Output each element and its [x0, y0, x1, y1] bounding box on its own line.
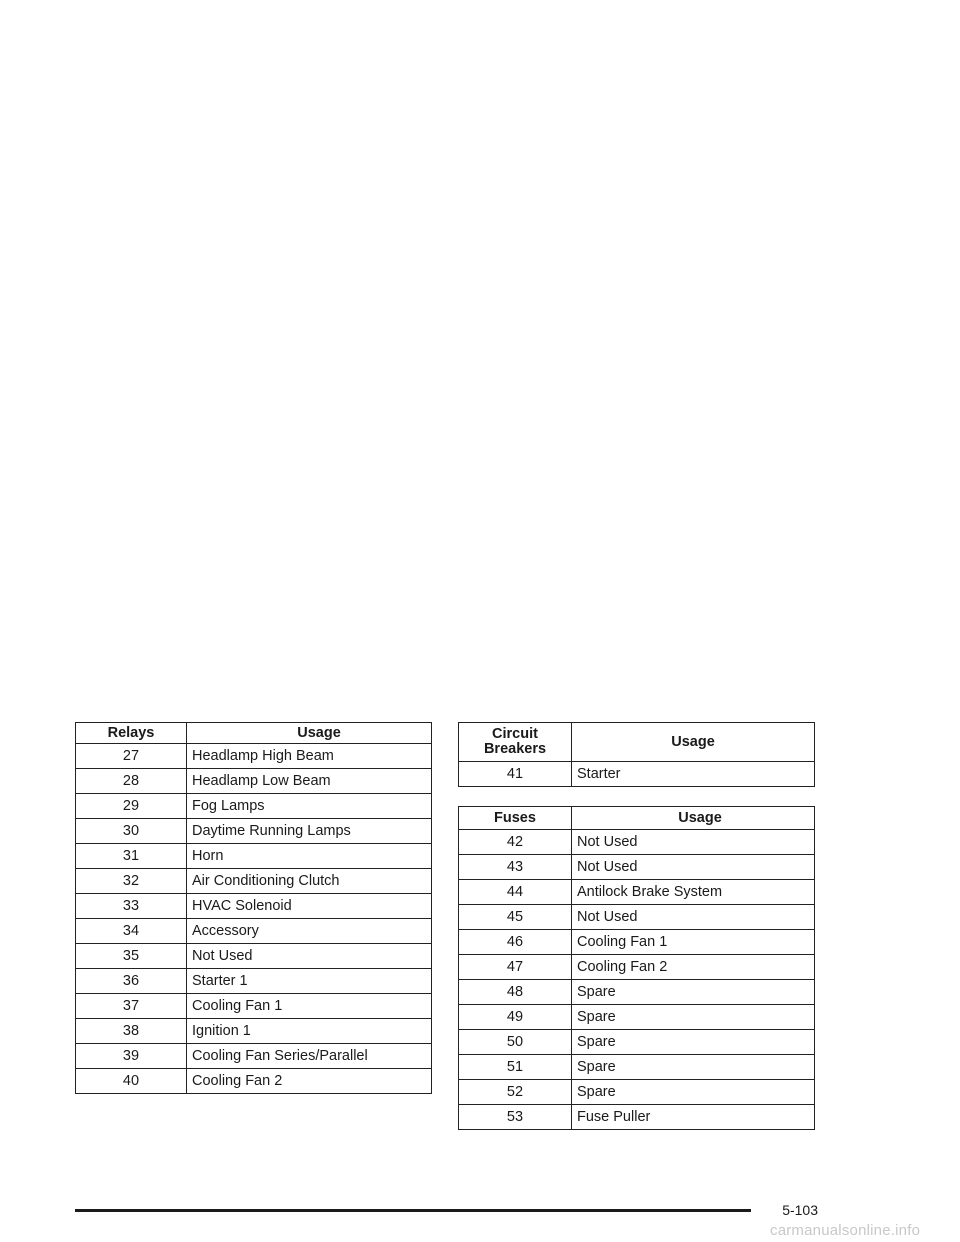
- row-number: 36: [76, 969, 187, 994]
- table-row: [459, 955, 815, 980]
- row-usage: Ignition 1: [187, 1019, 432, 1044]
- row-usage: Not Used: [572, 905, 815, 930]
- row-usage: Not Used: [572, 855, 815, 880]
- row-number: 46: [459, 930, 572, 955]
- table-row: [459, 1005, 815, 1030]
- circuit-breakers-table-body: [459, 762, 815, 787]
- footer-rule: [75, 1209, 751, 1212]
- table-row: [76, 944, 432, 969]
- row-number: 34: [76, 919, 187, 944]
- table-row: [76, 769, 432, 794]
- table-row: [459, 980, 815, 1005]
- row-usage: Spare: [572, 980, 815, 1005]
- row-number: 39: [76, 1044, 187, 1069]
- usage-column-header: Usage: [187, 723, 432, 744]
- table-row: [76, 794, 432, 819]
- row-number: 51: [459, 1055, 572, 1080]
- table-row: [76, 994, 432, 1019]
- row-usage: Horn: [187, 844, 432, 869]
- table-row: [76, 1069, 432, 1094]
- table-row: [76, 744, 432, 769]
- row-number: 28: [76, 769, 187, 794]
- row-usage: Cooling Fan 2: [187, 1069, 432, 1094]
- row-usage: Fog Lamps: [187, 794, 432, 819]
- watermark: carmanualsonline.info: [770, 1222, 921, 1239]
- row-usage: Antilock Brake System: [572, 880, 815, 905]
- table-row: [76, 1019, 432, 1044]
- row-number: 52: [459, 1080, 572, 1105]
- relays-table-body: [76, 744, 432, 1094]
- table-row: [76, 969, 432, 994]
- table-row: [76, 844, 432, 869]
- row-number: 29: [76, 794, 187, 819]
- row-number: 53: [459, 1105, 572, 1130]
- circuit-breakers-column-header: [459, 723, 572, 762]
- table-row: [459, 1080, 815, 1105]
- table-row: [459, 855, 815, 880]
- table-row: [459, 830, 815, 855]
- relays-table: [75, 722, 432, 1094]
- row-number: 35: [76, 944, 187, 969]
- row-usage: Air Conditioning Clutch: [187, 869, 432, 894]
- row-usage: Headlamp High Beam: [187, 744, 432, 769]
- row-number: 42: [459, 830, 572, 855]
- row-usage: Accessory: [187, 919, 432, 944]
- fuses-table: [458, 806, 815, 1130]
- table-row: [76, 919, 432, 944]
- row-number: 40: [76, 1069, 187, 1094]
- header-line: Circuit: [492, 726, 538, 742]
- row-number: 31: [76, 844, 187, 869]
- usage-column-header: Usage: [572, 723, 815, 762]
- row-usage: Cooling Fan 1: [572, 930, 815, 955]
- row-number: 48: [459, 980, 572, 1005]
- table-row: [459, 930, 815, 955]
- row-usage: Cooling Fan 2: [572, 955, 815, 980]
- table-header-row: [459, 807, 815, 830]
- fuses-table-body: [459, 830, 815, 1130]
- row-number: 49: [459, 1005, 572, 1030]
- row-usage: Spare: [572, 1080, 815, 1105]
- row-usage: Spare: [572, 1030, 815, 1055]
- row-usage: Cooling Fan 1: [187, 994, 432, 1019]
- row-usage: Spare: [572, 1055, 815, 1080]
- table-row: [76, 869, 432, 894]
- row-number: 37: [76, 994, 187, 1019]
- row-number: 30: [76, 819, 187, 844]
- row-number: 45: [459, 905, 572, 930]
- row-number: 50: [459, 1030, 572, 1055]
- table-row: [76, 894, 432, 919]
- page-number: 5-103: [782, 1202, 818, 1218]
- table-row: [76, 1044, 432, 1069]
- table-row: [459, 1055, 815, 1080]
- row-usage: Cooling Fan Series/Parallel: [187, 1044, 432, 1069]
- row-number: 41: [459, 762, 572, 787]
- row-usage: HVAC Solenoid: [187, 894, 432, 919]
- table-row: [459, 880, 815, 905]
- row-number: 33: [76, 894, 187, 919]
- table-header-row: [459, 723, 815, 762]
- row-usage: Starter: [572, 762, 815, 787]
- row-usage: Starter 1: [187, 969, 432, 994]
- row-number: 27: [76, 744, 187, 769]
- row-usage: Fuse Puller: [572, 1105, 815, 1130]
- row-usage: Not Used: [572, 830, 815, 855]
- table-header-row: [76, 723, 432, 744]
- row-number: 43: [459, 855, 572, 880]
- table-row: [459, 1030, 815, 1055]
- table-row: [76, 819, 432, 844]
- row-usage: Daytime Running Lamps: [187, 819, 432, 844]
- usage-column-header: Usage: [572, 807, 815, 830]
- row-number: 47: [459, 955, 572, 980]
- table-row: [459, 905, 815, 930]
- row-number: 32: [76, 869, 187, 894]
- circuit-breakers-table: [458, 722, 815, 787]
- relays-column-header: Relays: [76, 723, 187, 744]
- row-usage: Headlamp Low Beam: [187, 769, 432, 794]
- row-usage: Spare: [572, 1005, 815, 1030]
- row-usage: Not Used: [187, 944, 432, 969]
- table-row: [459, 1105, 815, 1130]
- row-number: 38: [76, 1019, 187, 1044]
- row-number: 44: [459, 880, 572, 905]
- fuses-column-header: Fuses: [459, 807, 572, 830]
- table-row: [459, 762, 815, 787]
- header-line: Breakers: [483, 741, 547, 757]
